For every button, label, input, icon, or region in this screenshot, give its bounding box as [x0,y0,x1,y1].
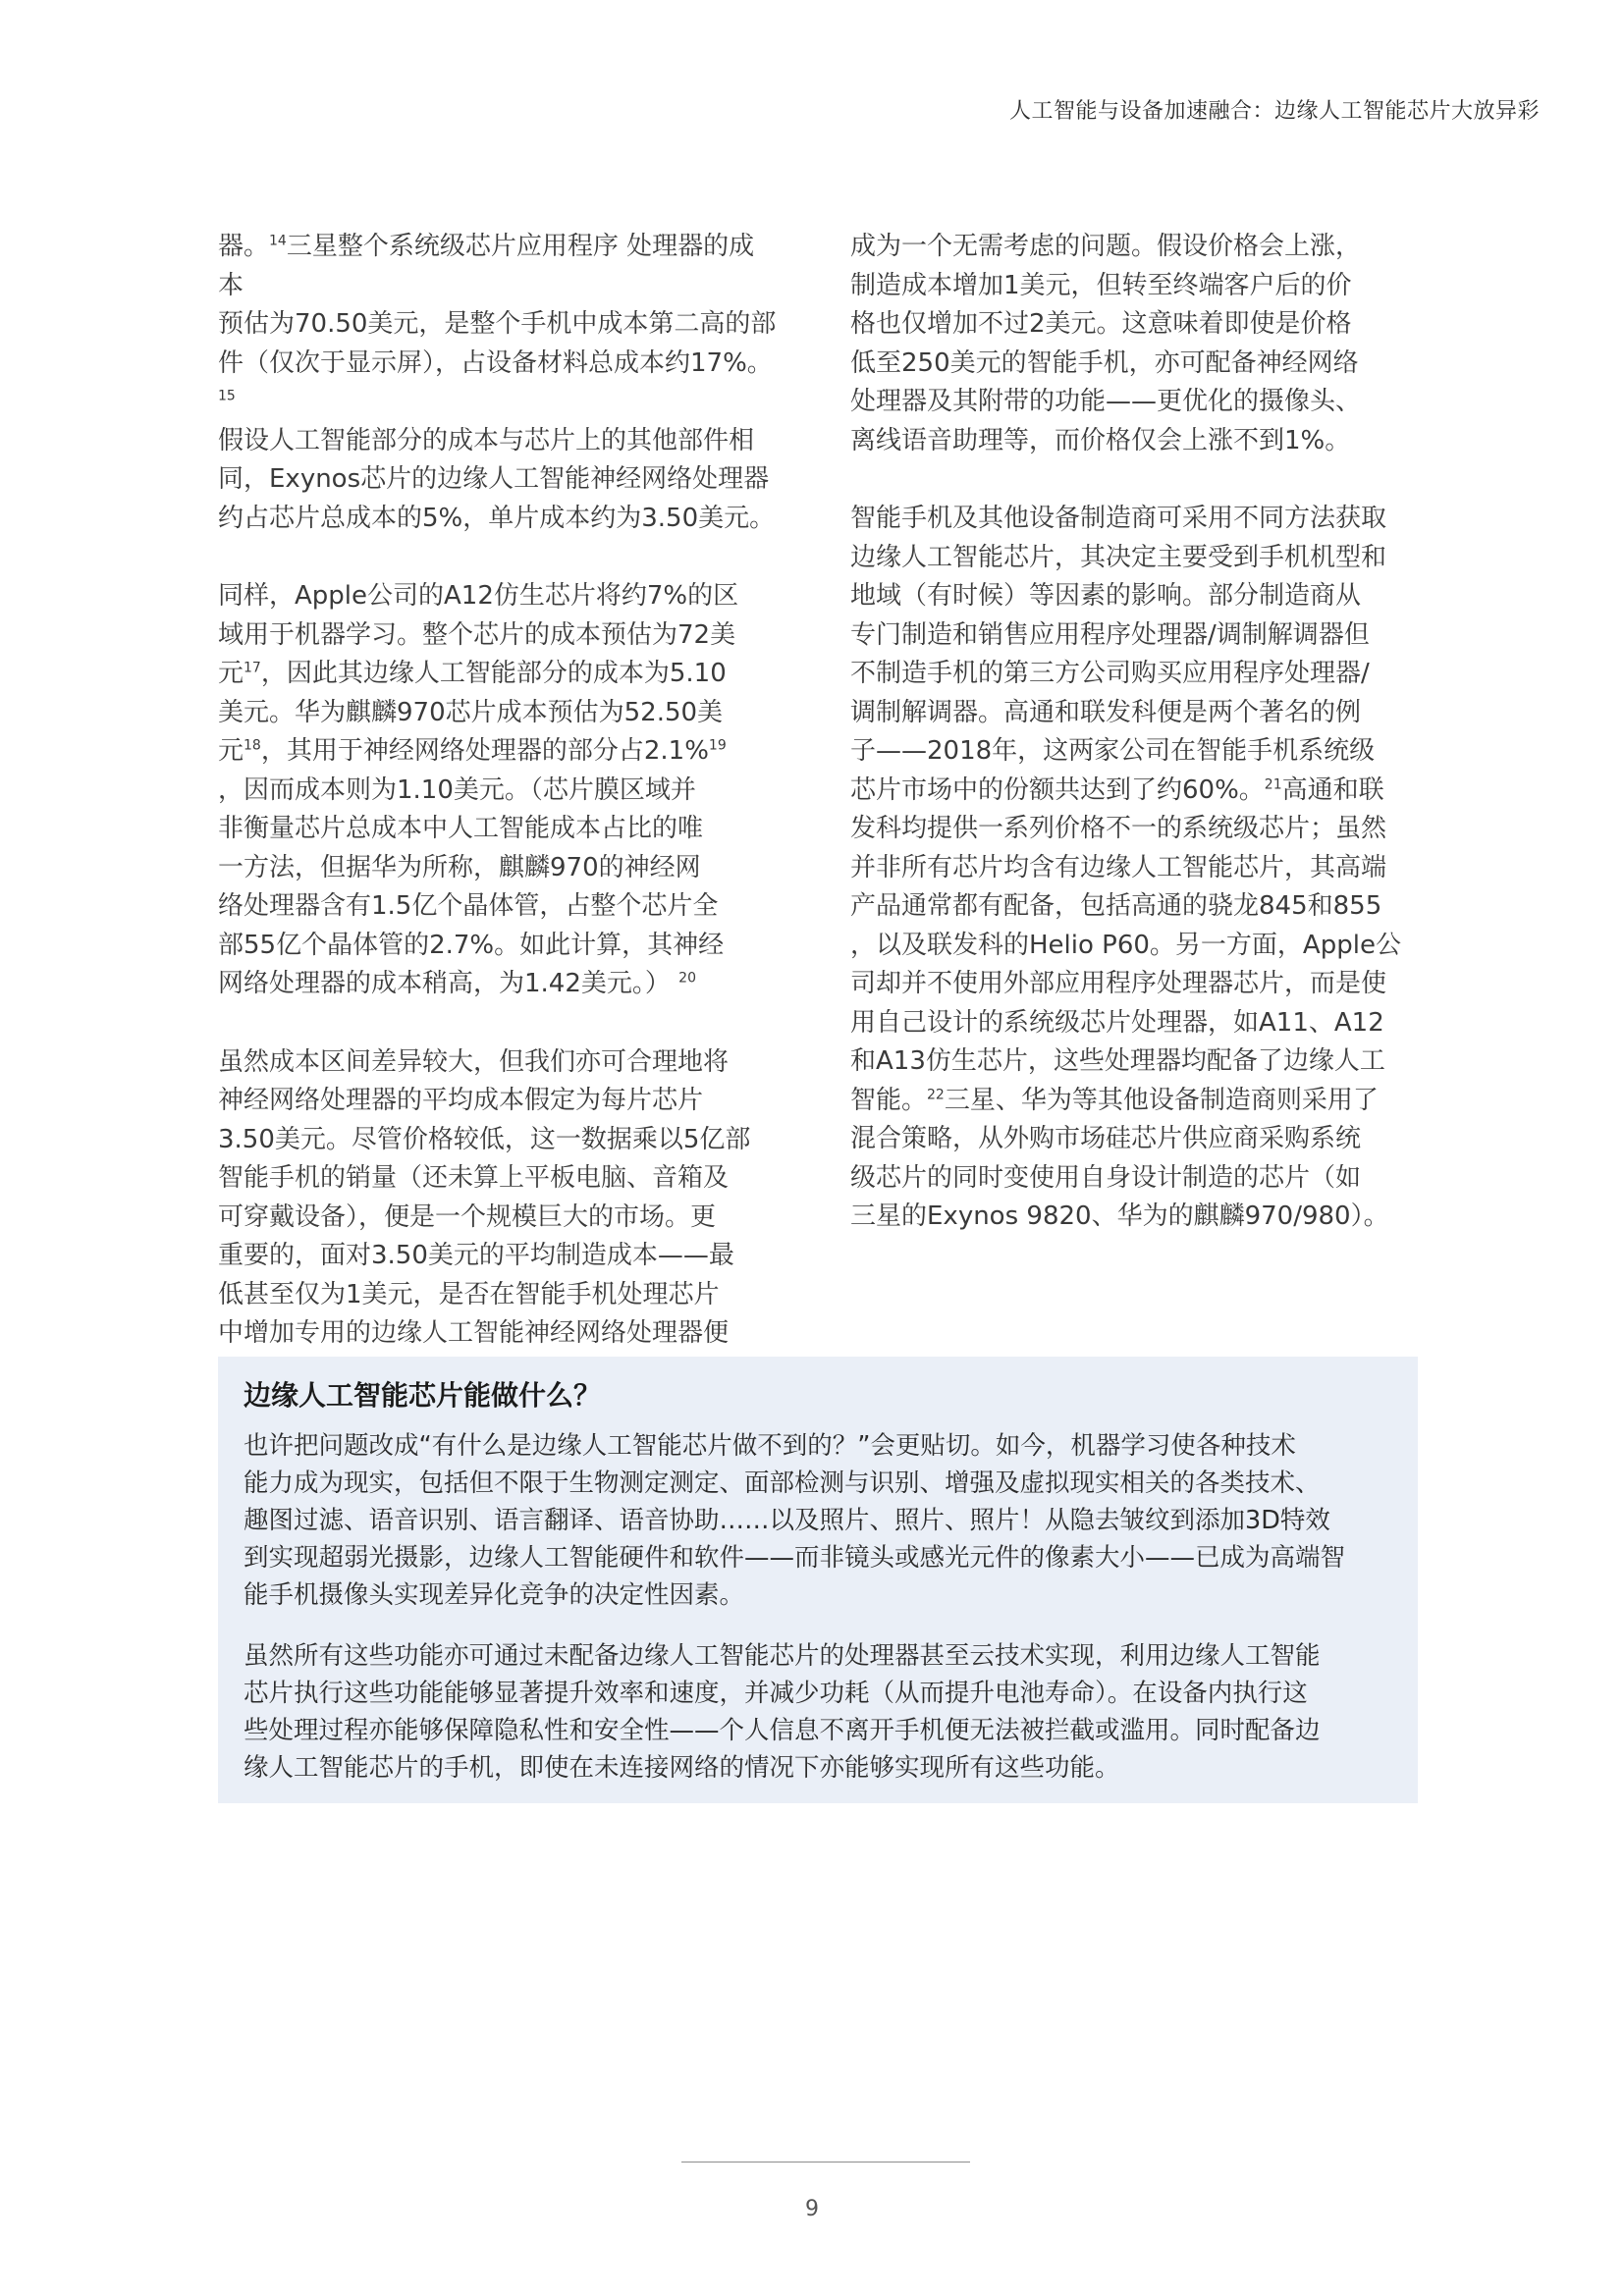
footnote-ref[interactable]: 14 [269,233,287,249]
footnote-ref[interactable]: 20 [678,970,696,987]
right-column [850,228,1412,1276]
right-paragraph-2: 智能手机及其他设备制造商可采用不同方法获取 边缘人工智能芯片，其决定主要受到手机机型和 地域（有时候）等因素的影响。部分制造商从 专门制造和销售应用程序处理器/调制解调器但 不制造手机的第三方公司购买应用程序处理器/ 调制解调器。高通和联发科便是两个著名的例 子——2018年，这两家公司在智能手机系统级 芯片市场中的份额共达到了约60%。$^{21}$高通和联 发科均提供一系列价格不一的系统级芯片；虽然 并非所有芯片均含有边缘人工智能芯片，其高端 产品通常都有配备，包括高通的骁龙845和855 ，以及联发科的Helio P60。另一方面，Apple公 司却并不使用外部应用程序处理器芯片，而是使 用自己设计的系统级芯片处理器，如A11、A12 和A13仿生芯片，这些处理器均配备了边缘人工 智能。$^{22}$三星、华为等其他设备制造商则采用了 混合策略，从外购市场硅芯片供应商采购系统 级芯片的同时变使用自身设计制造的芯片（如 三星的Exynos 9820、华为的麒麟970/980）。 [850,504,1401,1231]
left-paragraph-3: 虽然成本区间差异较大，但我们亦可合理地将 神经网络处理器的平均成本假定为每片芯片 3.50美元。尽管价格较低，这一数据乘以5亿部 智能手机的销量（还未算上平板电脑、音箱及 可穿戴设备），便是一个规模巨大的市场。更 重要的，面对3.50美元的平均制造成本——最 低甚至仅为1美元，是否在智能手机处理芯片 中增加专用的边缘人工智能神经网络处理器便 [218,1046,751,1348]
footnote-ref[interactable]: 22 [927,1086,945,1102]
left-column [218,228,780,1393]
footer-divider [681,2162,970,2163]
right-paragraph-1: 成为一个无需考虑的问题。假设价格会上涨， 制造成本增加1美元，但转至终端客户后的价 格也仅增加不过2美元。这意味着即使是价格 低至250美元的智能手机，亦可配备神经网络 处理器及其附带的功能——更优化的摄像头、 离线语音助理等，而价格仅会上涨不到1%。 [850,232,1362,455]
footnote-ref[interactable]: 21 [1264,775,1282,792]
sidebar-box-paragraph-1: 也许把问题改成“有什么是边缘人工智能芯片做不到的？”会更贴切。如今，机器学习使各种技术 能力成为现实，包括但不限于生物测定测定、面部检测与识别、增强及虚拟现实相关的各类技术、 趣图过滤、语音识别、语言翻译、语音协助……以及照片、照片、照片！从隐去皱纹到添加3D特效 到实现超弱光摄影，边缘人工智能硬件和软件——而非镜头或感光元件的像素大小——已成为高端智 能手机摄像头实现差异化竞争的决定性因素。 [244,1431,1346,1610]
footnote-ref[interactable]: 17 [244,660,261,676]
left-paragraph-2: 同样，Apple公司的A12仿生芯片将约7%的区 域用于机器学习。整个芯片的成本预估为72美 元$^{17}$，因此其边缘人工智能部分的成本为5.10 美元。华为麒麟970芯片成本预估为52.50美 元$^{18}$，其用于神经网络处理器的部分占2.1%$^{19}$ ，因而成本则为1.10美元。（芯片膜区域并 非衡量芯片总成本中人工智能成本占比的唯 一方法，但据华为所称，麒麟970的神经网 络处理器含有1.5亿个晶体管，占整个芯片全 部55亿个晶体管的2.7%。如此计算，其神经 网络处理器的成本稍高，为1.42美元。） $^{20}$ [218,581,739,998]
sidebar-box-title: 边缘人工智能芯片能做什么？ [244,1379,602,1412]
left-paragraph-1: 器。$^{14}$三星整个系统级芯片应用程序 处理器的成本 预估为70.50美元，是整个手机中成本第二高的部 件（仅次于显示屏），占设备材料总成本约17%。$^{15}$ 假设人工智能部分的成本与芯片上的其他部件相 同，Exynos芯片的边缘人工智能神经网络处理器 约占芯片总成本的5%，单片成本约为3.50美元。 [218,232,777,533]
running-header: 人工智能与设备加速融合：边缘人工智能芯片大放异彩 [1008,99,1540,124]
sidebar-box [218,1357,1418,1803]
footnote-ref[interactable]: 15 [218,388,236,404]
page-number: 9 [805,2197,819,2221]
sidebar-box-paragraph-2: 虽然所有这些功能亦可通过未配备边缘人工智能芯片的处理器甚至云技术实现，利用边缘人工智能 芯片执行这些功能能够显著提升效率和速度，并减少功耗（从而提升电池寿命）。在设备内执行这 些处理过程亦能够保障隐私性和安全性——个人信息不离开手机便无法被拦截或滥用。同时配备边 缘人工智能芯片的手机，即使在未连接网络的情况下亦能够实现所有这些功能。 [244,1641,1321,1783]
footnote-ref[interactable]: 19 [708,737,727,754]
footnote-ref[interactable]: 18 [244,737,261,754]
